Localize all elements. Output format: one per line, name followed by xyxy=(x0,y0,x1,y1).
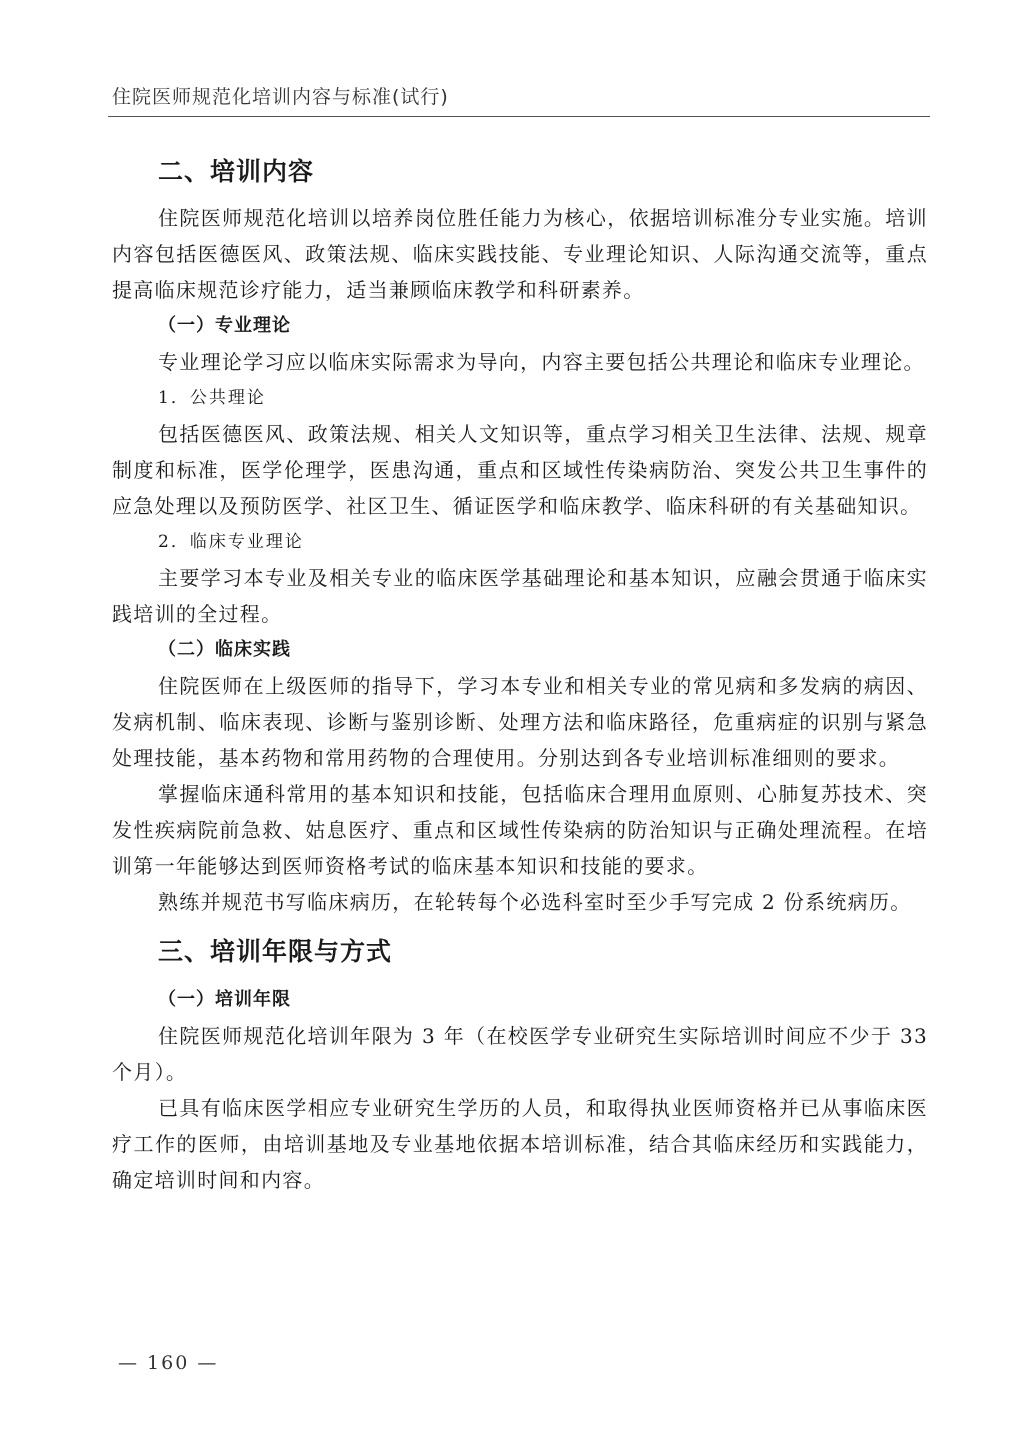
paragraph: 住院医师规范化培训以培养岗位胜任能力为核心，依据培训标准分专业实施。培训内容包括医德医风、政策法规、临床实践技能、专业理论知识、人际沟通交流等，重点提高临床规范诊疗能力，适当兼顾临床教学和科研素养。 xyxy=(112,206,928,302)
paragraph: 掌握临床通科常用的基本知识和技能，包括临床合理用血原则、心肺复苏技术、突发性疾病院前急救、姑息医疗、重点和区域性传染病的防治知识与正确处理流程。在培训第一年能够达到医师资格考试的临床基本知识和技能的要求。 xyxy=(112,782,928,878)
section-heading-duration: 三、培训年限与方式 xyxy=(158,937,393,966)
page-body xyxy=(112,150,928,1198)
item-heading-public-theory: 1．公共理论 xyxy=(158,388,266,408)
section-heading-training-content: 二、培训内容 xyxy=(158,157,315,186)
running-head: 住院医师规范化培训内容与标准(试行) xyxy=(112,86,449,108)
paragraph: 专业理论学习应以临床实际需求为导向，内容主要包括公共理论和临床专业理论。 xyxy=(158,350,925,374)
paragraph: 熟练并规范书写临床病历，在轮转每个必选科室时至少手写完成 2 份系统病历。 xyxy=(158,890,912,914)
paragraph: 主要学习本专业及相关专业的临床医学基础理论和基本知识，应融会贯通于临床实践培训的全过程。 xyxy=(112,566,928,626)
page-number: — 160 — xyxy=(118,1352,219,1374)
subsection-heading-years: （一）培训年限 xyxy=(158,989,291,1010)
paragraph: 包括医德医风、政策法规、相关人文知识等，重点学习相关卫生法律、法规、规章制度和标准，医学伦理学，医患沟通，重点和区域性传染病防治、突发公共卫生事件的应急处理以及预防医学、社区卫生、循证医学和临床教学、临床科研的有关基础知识。 xyxy=(112,422,928,518)
paragraph: 已具有临床医学相应专业研究生学历的人员，和取得执业医师资格并已从事临床医疗工作的医师，由培训基地及专业基地依据本培训标准，结合其临床经历和实践能力，确定培训时间和内容。 xyxy=(112,1096,928,1192)
paragraph: 住院医师在上级医师的指导下，学习本专业和相关专业的常见病和多发病的病因、发病机制、临床表现、诊断与鉴别诊断、处理方法和临床路径，危重病症的识别与紧急处理技能，基本药物和常用药物的合理使用。分别达到各专业培训标准细则的要求。 xyxy=(112,674,928,770)
item-heading-clinical-theory: 2．临床专业理论 xyxy=(158,532,304,552)
header-rule xyxy=(108,116,930,117)
subsection-heading-theory: （一）专业理论 xyxy=(158,315,291,336)
paragraph: 住院医师规范化培训年限为 3 年（在校医学专业研究生实际培训时间应不少于 33 个月）。 xyxy=(112,1024,928,1084)
subsection-heading-practice: （二）临床实践 xyxy=(158,639,291,660)
